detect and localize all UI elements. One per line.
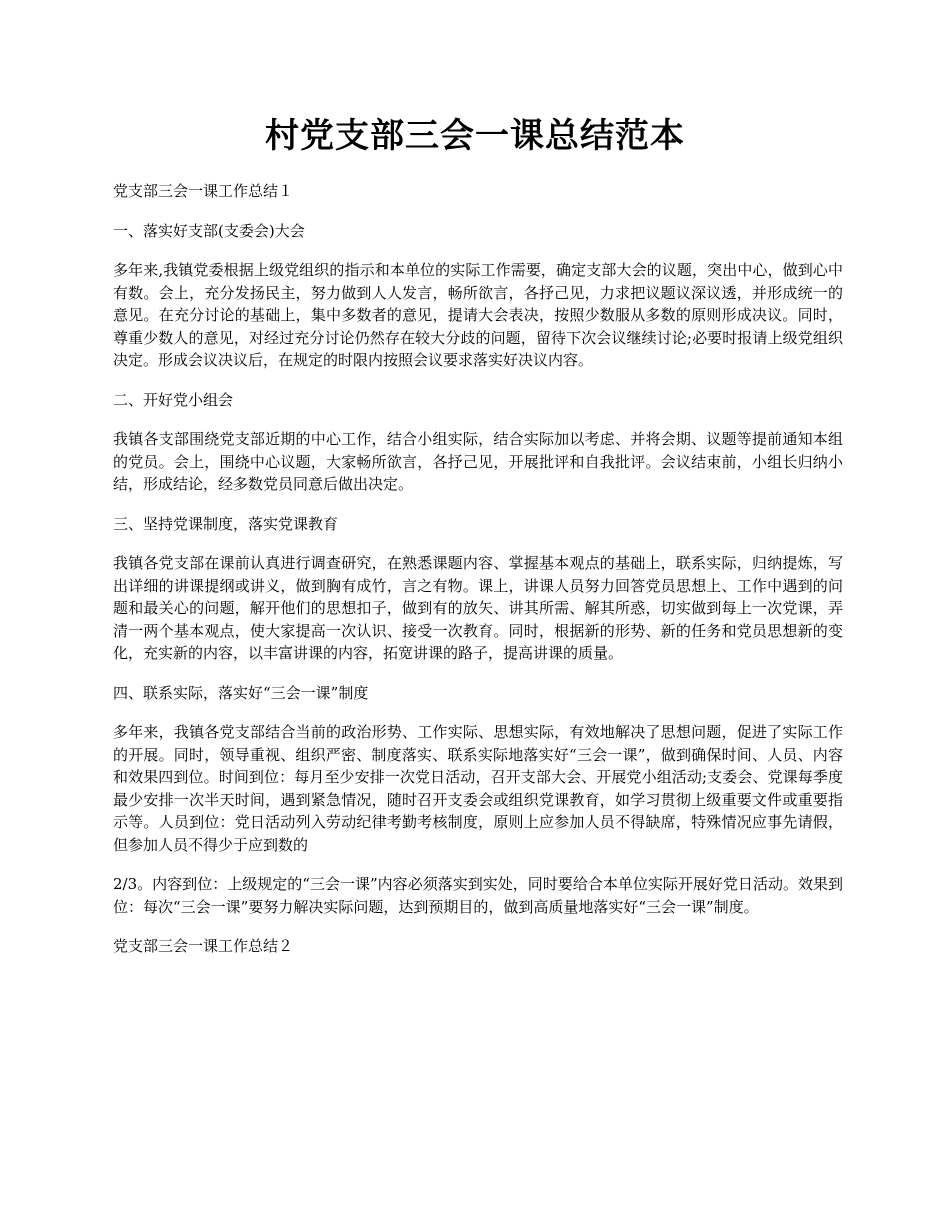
page-title: 村党支部三会一课总结范本 xyxy=(265,116,685,156)
paragraph-group-meeting: 我镇各支部围绕党支部近期的中心工作，结合小组实际，结合实际加以考虑、并将会期、议题等提前通知本组的党员。会上，围绕中心议题，大家畅所欲言，各抒己见，开展批评和自我批评。会议结束前，小组长归纳小结，形成结论，经多数党员同意后做出决定。 xyxy=(113,430,843,493)
paragraph-party-lesson: 我镇各党支部在课前认真进行调查研究，在熟悉课题内容、掌握基本观点的基础上，联系实际，归纳提炼，写出详细的讲课提纲或讲义，做到胸有成竹，言之有物。课上，讲课人员努力回答党员思想上、工作中遇到的问题和最关心的问题，解开他们的思想扣子，做到有的放矢、讲其所需、解其所惑，切实做到每上一次党课，弄清一两个基本观点，使大家提高一次认识、接受一次教育。同时，根据新的形势、新的任务和党员思想新的变化，充实新的内容，以丰富讲课的内容，拓宽讲课的路子，提高讲课的质量。 xyxy=(113,554,843,662)
section-heading-summary-1: 党支部三会一课工作总结１ xyxy=(113,182,294,200)
section-heading-party-lesson: 三、坚持党课制度，落实党课教育 xyxy=(113,514,339,533)
paragraph-practice-continued: 2/3。内容到位：上级规定的“三会一课”内容必须落实到实处，同时要给合本单位实际开展好党日活动。效果到位：每次“三会一课”要努力解决实际问题，达到预期目的，做到高质量地落实好“三会一课”制度。 xyxy=(113,875,843,916)
paragraph-branch-meeting: 多年来,我镇党委根据上级党组织的指示和本单位的实际工作需要，确定支部大会的议题，突出中心，做到心中有数。会上，充分发扬民主，努力做到人人发言，畅所欲言，各抒己见，力求把议题议深议透，并形成统一的意见。在充分讨论的基础上，集中多数者的意见，提请大会表决，按照少数服从多数的原则形成决议。同时，尊重少数人的意见，对经过充分讨论仍然存在较大分歧的问题，留待下次会议继续讨论;必要时报请上级党组织决定。形成会议决议后，在规定的时限内按照会议要求落实好决议内容。 xyxy=(113,261,843,369)
section-heading-practice: 四、联系实际，落实好“三会一课”制度 xyxy=(113,683,369,702)
section-heading-summary-2: 党支部三会一课工作总结２ xyxy=(113,937,294,955)
document-body xyxy=(113,180,843,975)
section-heading-branch-meeting: 一、落实好支部(支委会)大会 xyxy=(113,221,305,240)
section-heading-group-meeting: 二、开好党小组会 xyxy=(113,390,234,409)
paragraph-practice: 多年来，我镇各党支部结合当前的政治形势、工作实际、思想实际，有效地解决了思想问题，促进了实际工作的开展。同时，领导重视、组织严密、制度落实、联系实际地落实好“三会一课”，做到确保时间、人员、内容和效果四到位。时间到位：每月至少安排一次党日活动，召开支部大会、开展党小组活动;支委会、党课每季度最少安排一次半天时间，遇到紧急情况，随时召开支委会或组织党课教育，如学习贯彻上级重要文件或重要指示等。人员到位：党日活动列入劳动纪律考勤考核制度，原则上应参加人员不得缺席，特殊情况应事先请假，但参加人员不得少于应到数的 xyxy=(113,723,843,854)
